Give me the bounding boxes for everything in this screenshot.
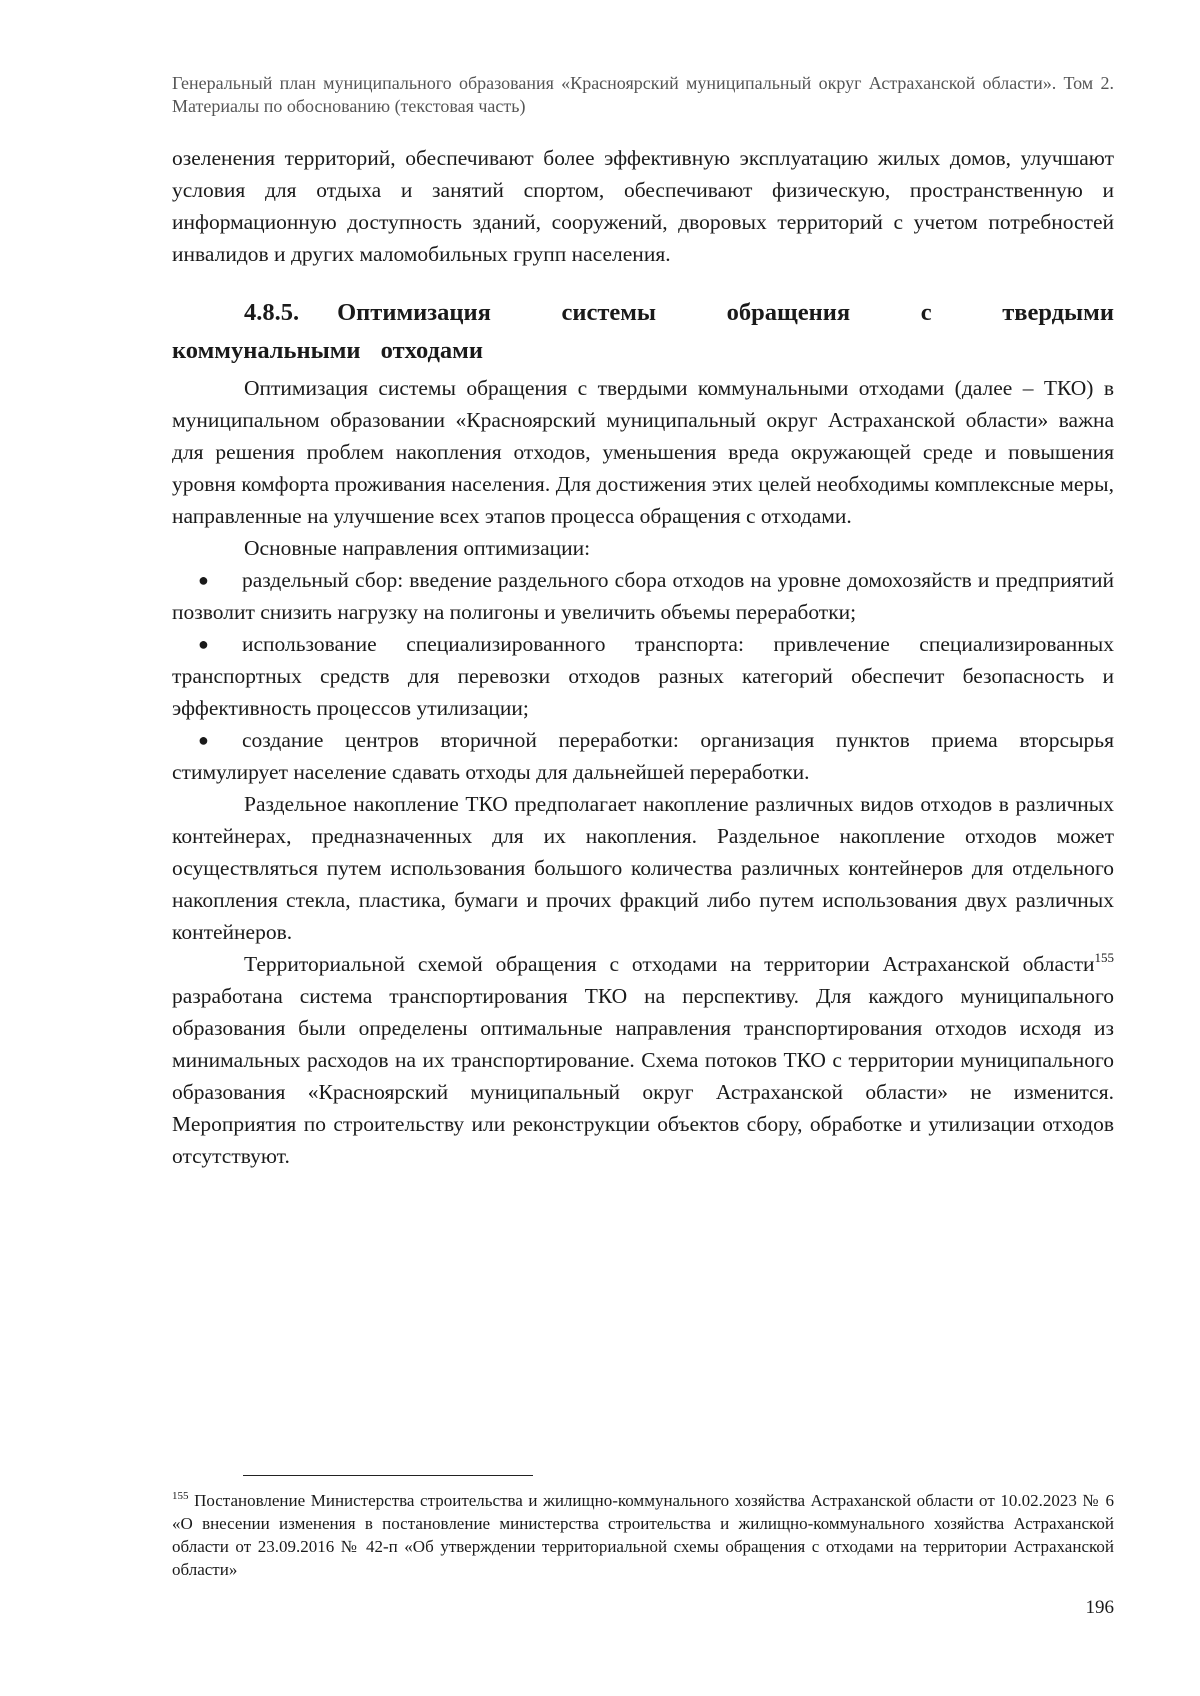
list-item-text: раздельный сбор: введение раздельного сбора отходов на уровне домохозяйств и предприятий позволит снизить нагрузку на полигоны и увеличить объемы переработки; [172,568,1114,624]
list-item [172,564,1114,628]
paragraph-territorial-scheme [172,948,1114,1172]
section-title: Оптимизация системы обращения с твердыми коммунальными отходами [172,299,1114,364]
running-header: Генеральный план муниципального образования «Красноярский муниципальный округ Астраханской области». Том 2. Материалы по обоснованию (текстовая часть) [172,73,1114,116]
body-text [172,142,1114,1172]
bullet-icon: ● [198,570,209,590]
footnote [172,1489,1114,1581]
list-item [172,724,1114,788]
footnote-separator [243,1475,533,1476]
footnote-reference[interactable]: 155 [1094,950,1114,965]
list-item-text: создание центров вторичной переработки: организация пунктов приема вторсырья стимулирует население сдавать отходы для дальнейшей переработки. [172,728,1114,784]
intro-paragraph: озеленения территорий, обеспечивают более эффективную эксплуатацию жилых домов, улучшают условия для отдыха и занятий спортом, обеспечивают физическую, пространственную и информационную доступность зданий, сооружений, дворовых территорий с учетом потребностей инвалидов и других маломобильных групп населения. [172,146,1114,266]
footnote-number: 155 [172,1490,189,1502]
bullet-icon: ● [198,730,209,750]
paragraph-text-start: Территориальной схемой обращения с отходами на территории Астраханской области [244,952,1095,976]
bullet-icon: ● [198,634,209,654]
paragraph-tko-optimization: Оптимизация системы обращения с твердыми коммунальными отходами (далее – ТКО) в муниципальном образовании «Красноярский муниципальный округ Астраханской области» важна для решения проблем накопления отходов, уменьшения вреда окружающей среде и повышения уровня комфорта проживания населения. Для достижения этих целей необходимы комплексные меры, направленные на улучшение всех этапов процесса обращения с отходами. [172,376,1114,528]
list-item [172,628,1114,724]
footnote-text: Постановление Министерства строительства и жилищно-коммунального хозяйства Астраханской области от 10.02.2023 № 6 «О внесении изменения в постановление министерства строительства и жилищно-коммунального хозяйства Астраханской области от 23.09.2016 № 42-п «Об утверждении территориальной схемы обращения с отходами на территории Астраханской области» [172,1491,1114,1579]
page-number: 196 [1085,1597,1114,1618]
section-heading [172,294,1114,370]
list-intro: Основные направления оптимизации: [244,536,591,560]
paragraph-separate-collection: Раздельное накопление ТКО предполагает накопление различных видов отходов в различных контейнерах, предназначенных для их накопления. Раздельное накопление отходов может осуществляться путем использования большого количества различных контейнеров для отдельного накопления стекла, пластика, бумаги и прочих фракций либо путем использования двух различных контейнеров. [172,792,1114,944]
section-number: 4.8.5. [244,299,300,326]
list-item-text: использование специализированного транспорта: привлечение специализированных транспортных средств для перевозки отходов разных категорий обеспечит безопасность и эффективность процессов утилизации; [172,632,1114,720]
paragraph-text-end: разработана система транспортирования ТКО на перспективу. Для каждого муниципального образования были определены оптимальные направления транспортирования отходов исходя из минимальных расходов на их транспортирование. Схема потоков ТКО с территории муниципального образования «Красноярский муниципальный округ Астраханской области» не изменится. Мероприятия по строительству или реконструкции объектов сбору, обработке и утилизации отходов отсутствуют. [172,984,1114,1168]
